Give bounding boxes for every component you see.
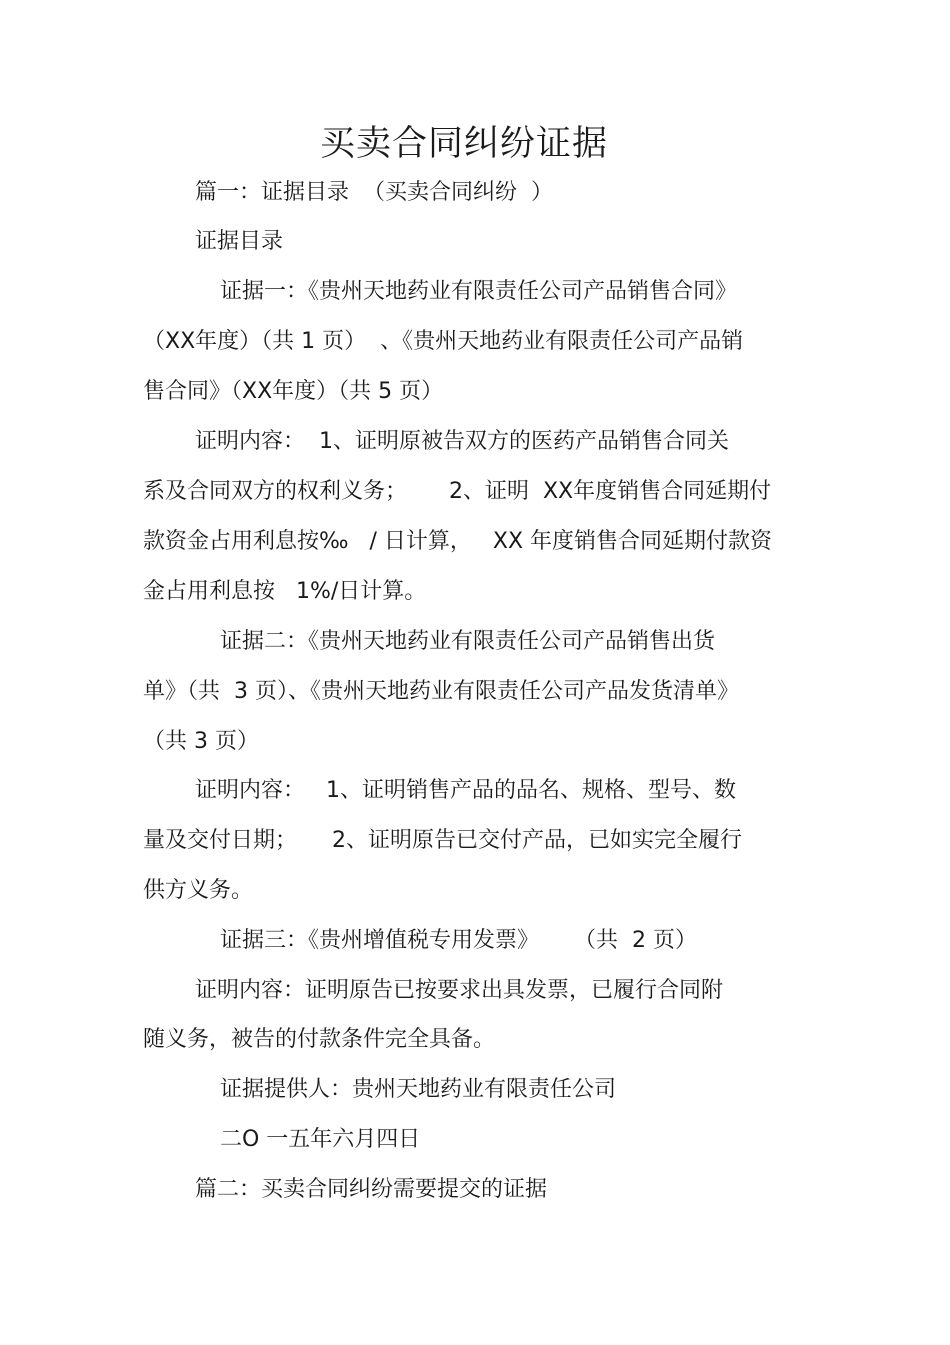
evidence-2-line-1: 证据二：《贵州天地药业有限责任公司产品销售出货 xyxy=(220,629,716,654)
evidence-3-proof-line-1: 证明内容：证明原告已按要求出具发票，已履行合同附 xyxy=(195,978,724,1003)
evidence-2-line-2: 单》（共 3 页）、《贵州天地药业有限责任公司产品发货清单》 xyxy=(143,679,739,704)
section-heading-2: 篇二：买卖合同纠纷需要提交的证据 xyxy=(195,1177,548,1202)
section-heading-1: 篇一：证据目录 （买卖合同纠纷 ） xyxy=(195,180,553,205)
evidence-3-proof-line-2: 随义务，被告的付款条件完全具备。 xyxy=(143,1027,496,1052)
evidence-2-line-3: （共 3 页） xyxy=(143,729,259,754)
evidence-2-proof-line-2: 量及交付日期； 2、证明原告已交付产品，已如实完全履行 xyxy=(143,828,742,853)
document-date: 二O 一五年六月四日 xyxy=(220,1127,421,1152)
evidence-1-line-2: （XX年度）（共 1 页） 、《贵州天地药业有限责任公司产品销 xyxy=(143,329,744,354)
evidence-1-proof-line-2: 系及合同双方的权利义务； 2、证明 XX年度销售合同延期付 xyxy=(143,479,772,504)
evidence-2-proof-line-3: 供方义务。 xyxy=(143,878,254,903)
subheading-evidence-list: 证据目录 xyxy=(195,229,284,254)
evidence-provider: 证据提供人：贵州天地药业有限责任公司 xyxy=(220,1077,617,1102)
evidence-1-line-1: 证据一：《贵州天地药业有限责任公司产品销售合同》 xyxy=(220,279,738,304)
evidence-1-line-3: 售合同》（XX年度）（共 5 页） xyxy=(143,379,444,404)
evidence-1-proof-line-4: 金占用利息按 1%/日计算。 xyxy=(143,579,427,604)
evidence-3-line-1: 证据三：《贵州增值税专用发票》 （共 2 页） xyxy=(220,928,697,953)
evidence-1-proof-line-1: 证明内容： 1、证明原被告双方的医药产品销售合同关 xyxy=(195,429,729,454)
document-title: 买卖合同纠纷证据 xyxy=(319,124,608,164)
evidence-1-proof-line-3: 款资金占用利息按‰ / 日计算， XX 年度销售合同延期付款资 xyxy=(143,529,773,554)
evidence-2-proof-line-1: 证明内容： 1、证明销售产品的品名、规格、型号、数 xyxy=(195,778,736,803)
